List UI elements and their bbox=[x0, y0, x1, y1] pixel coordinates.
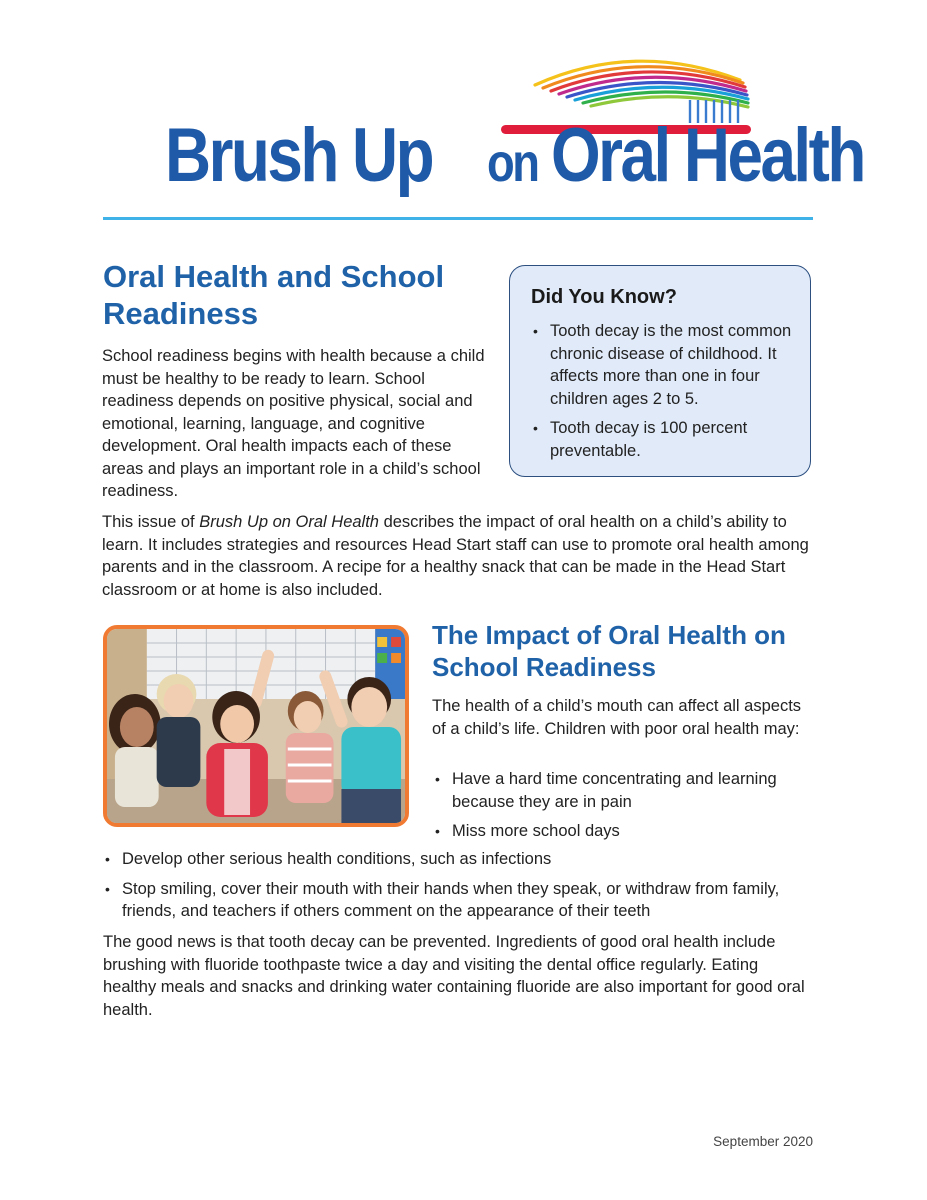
impact-list-upper bbox=[432, 768, 822, 850]
impact-intro-paragraph: The health of a child’s mouth can affect all aspects of a child’s life. Children with poor oral health may: bbox=[432, 697, 802, 738]
list-item: • Tooth decay is the most common chronic disease of childhood. It affects more than one in four children ages 2 to 5. bbox=[530, 320, 795, 410]
footer-date: September 2020 bbox=[713, 1134, 813, 1149]
section-heading-impact: The Impact of Oral Health on School Readiness bbox=[432, 620, 786, 682]
intro-text-after: describes the impact of oral health on a child’s ability to learn. It includes strategies and resources Head Start staff can use to promote oral health among parents and in the classroom. A recipe for a healthy snack that can be made in the Head Start classroom or at home is also included. bbox=[102, 513, 809, 599]
intro-paragraph bbox=[102, 511, 814, 601]
list-item: • Miss more school days bbox=[432, 820, 822, 843]
list-item: • Tooth decay is 100 percent preventable. bbox=[530, 417, 795, 462]
intro-text-before: This issue of bbox=[102, 513, 200, 531]
masthead-title bbox=[165, 112, 864, 212]
did-you-know-box bbox=[509, 265, 811, 477]
masthead-brush-up: Brush Up bbox=[165, 113, 433, 198]
list-item: • Stop smiling, cover their mouth with their hands when they speak, or withdraw from family, friends, and teachers if others comment on the appearance of their teeth bbox=[102, 878, 822, 923]
did-you-know-list bbox=[530, 320, 795, 469]
children-raising-hands-photo bbox=[103, 625, 409, 827]
photo-illustration-icon bbox=[107, 629, 405, 823]
section-paragraph-school-readiness: School readiness begins with health because a child must be healthy to be ready to learn. School readiness depends on positive physical, social and emotional, learning, language, and cognitive development. Oral health impacts each of these areas and plays an important role in a child’s school readiness. bbox=[102, 347, 485, 500]
intro-publication-title: Brush Up on Oral Health bbox=[199, 513, 379, 531]
impact-list-lower bbox=[102, 848, 822, 930]
did-you-know-title: Did You Know? bbox=[531, 286, 677, 308]
section-heading-oral-health: Oral Health and School Readiness bbox=[103, 259, 445, 331]
masthead-on: on bbox=[487, 133, 538, 193]
list-item: • Have a hard time concentrating and learning because they are in pain bbox=[432, 768, 822, 813]
masthead-oral-health: Oral Health bbox=[550, 113, 864, 198]
masthead-divider bbox=[103, 217, 813, 220]
list-item: • Develop other serious health conditions, such as infections bbox=[102, 848, 822, 871]
closing-paragraph: The good news is that tooth decay can be prevented. Ingredients of good oral health include brushing with fluoride toothpaste twice a day and visiting the dental office regularly. Eating healthy meals and snacks and drinking water containing fluoride are also important for good oral health. bbox=[103, 933, 805, 1019]
